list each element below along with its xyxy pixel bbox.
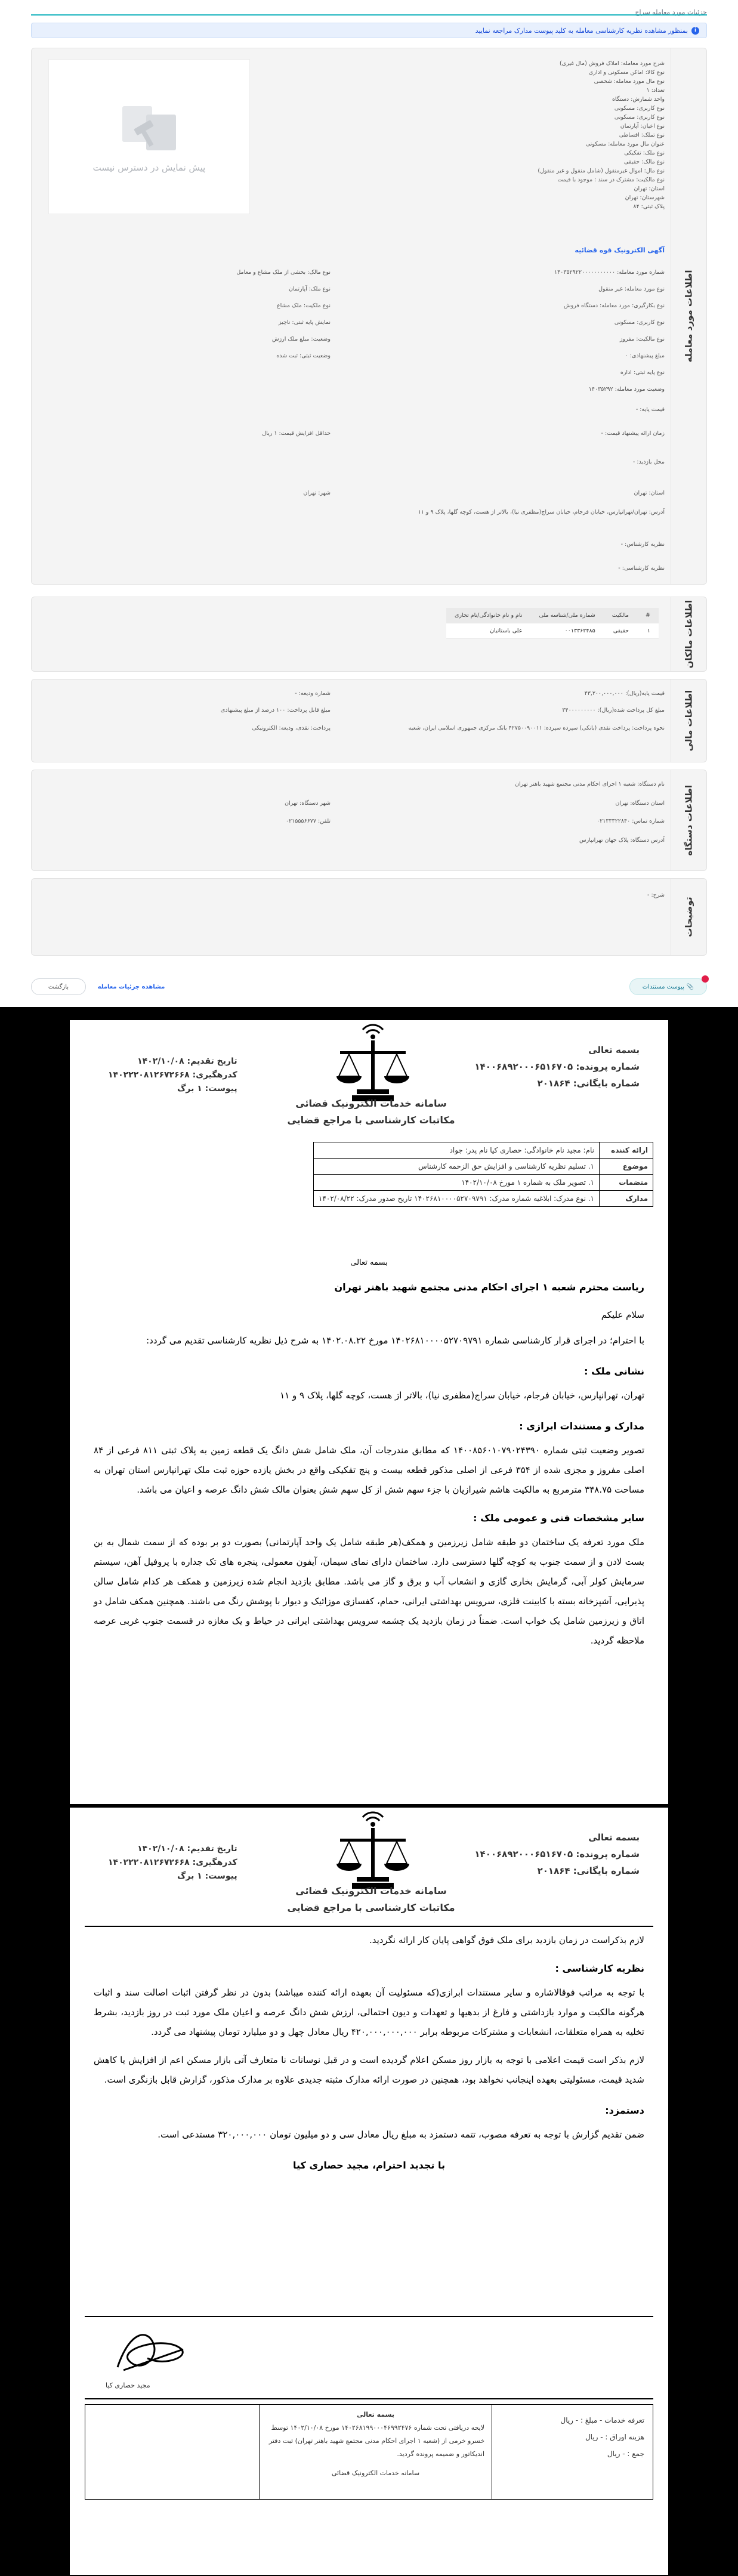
asset-mid-field: مبلغ پیشنهادی: ۰ bbox=[625, 353, 665, 359]
asset-mid-field-left: نوع ملک: آپارتمان bbox=[289, 286, 331, 292]
docs-text: تصویر وضعیت ثبتی شماره ۱۴۰۰۸۵۶۰۱۰۷۹۰۲۴۳۹۰ که مطابق مندرجات آن، ملک شامل شش دانگ یک قطعه زمین به پلاک ثبتی ۸۱۱ فرعی از ۸۴ اصلی مفروز و مجزی شده از ۳۵۴ فرعی از اصلی مذکور قطعه بیست و پنج تفکیکی واقع در بخش یازده حوزه ثبت ملک تهرانپارس استان تهران به مساحت ۳۴۸.۷۵ مترمربع به مالکیت هاشم شیرازیان با جزء سهم شش از کل سهم شش بعنوان مالک شش دانگ عرصه و اعیان می باشد. bbox=[94, 1445, 645, 1495]
asset-field: واحد شمارش: دستگاه bbox=[612, 96, 665, 103]
agency-field: شماره تماس: ۰۲۱۳۳۳۲۲۸۴۰ bbox=[597, 818, 665, 824]
agency-field: شهر دستگاه: تهران bbox=[285, 800, 331, 807]
min-increase: حداقل افزایش قیمت: ۱ ریال bbox=[262, 430, 331, 437]
divider-bar bbox=[0, 1007, 738, 1019]
doc-in-the-name: بسمه تعالی bbox=[588, 1045, 640, 1055]
asset-field: نوع ملک: تفکیکی bbox=[624, 150, 665, 156]
agency-content bbox=[40, 770, 665, 870]
owners-column-header: مالکیت bbox=[604, 608, 637, 623]
owners-body bbox=[446, 623, 659, 639]
fees-box bbox=[492, 2405, 653, 2499]
info-icon: i bbox=[691, 27, 699, 35]
doc-page-2-body bbox=[94, 1931, 644, 2175]
finance-panel bbox=[31, 679, 707, 762]
accent-rule bbox=[31, 14, 707, 16]
asset-field: تعداد: ۱ bbox=[646, 87, 665, 94]
asset-field: نوع مال مورد معامله: شخصی bbox=[594, 78, 665, 85]
doc2-in-the-name: بسمه تعالی bbox=[588, 1832, 640, 1843]
stamp-head: بسمه تعالی bbox=[357, 2411, 394, 2419]
intro-text: با احترام؛ در اجرای قرار کارشناسی شماره ۱۴۰۲۶۸۱۰۰۰۰۵۲۷۰۹۷۹۱ مورخ ۱۴۰۲.۰۸.۲۲ به شرح ذیل نظریه کارشناسی تقدیم می گردد: bbox=[146, 1335, 644, 1346]
asset-mid-field: نوع بکارگیری: مورد معامله: دستگاه فروش bbox=[563, 302, 665, 309]
owners-table bbox=[446, 608, 659, 639]
asset-panel bbox=[31, 48, 707, 585]
agency-field: تلفن: ۰۲۱۵۵۵۶۶۷۷ bbox=[285, 818, 331, 824]
attachments-value: ۱. تصویر ملک به شماره ۱ مورخ ۱۴۰۲/۱۰/۰۸ bbox=[313, 1175, 599, 1191]
finance-field: نحوه پرداخت: پرداخت نقدی (بانکی) سپرده سپرده: ۴۲۷۵۰۰۹۰۰۱۱ بانک مرکزی جمهوری اسلامی ایران، شعبه bbox=[408, 725, 665, 731]
doc2-header-right bbox=[474, 1829, 640, 1879]
asset-field: استان: تهران bbox=[634, 186, 665, 192]
transaction-details-page bbox=[0, 0, 738, 1007]
attachments-label: پیوست مستندات bbox=[642, 983, 684, 990]
asset-field: شرح مورد معامله: املاک فروش (مال غیری) bbox=[559, 60, 665, 67]
finance-content bbox=[40, 679, 665, 762]
asset-mid-field: شماره مورد معامله: ۱۴۰۳۵۲۹۲۲۰۰۰۰۰۰۰۰۰۰۰ bbox=[554, 269, 665, 276]
asset-field: نوع مالک: حقیقی bbox=[623, 159, 665, 165]
asset-mid-field-left: وضعیت: مبلغ ملک ارزش bbox=[272, 336, 331, 342]
notes-value: شرح: - bbox=[647, 892, 665, 898]
doc-case-number: شماره پرونده: ۱۴۰۰۶۸۹۲۰۰۰۶۵۱۶۷۰۵ bbox=[474, 1061, 640, 1072]
market-note: لازم بذکر است قیمت اعلامی با توجه به بازار روز مسکن اعلام گردیده است و در قبل نوسانات نا متعارف آتی بازار مسکن اعم از افزایش یا کاهش شدید قیمت، مسئولیتی بعهده اینجانب نخواهد بود، همچنین در صورت ارائه مدارک مثبته جدیدی علاوه بر مدارک مذکور، گزارش قابل بازنگری است. bbox=[94, 2055, 644, 2085]
fee-line: هزینه اوراق : - ریال bbox=[585, 2433, 644, 2441]
stamp-blank bbox=[85, 2405, 259, 2499]
doc-header-right bbox=[474, 1042, 640, 1092]
doc2-rule bbox=[85, 1926, 653, 1927]
documents-value: ۱. نوع مدرک: ابلاغیه شماره مدرک: ۱۴۰۲۶۸۱۰۰۰۰۵۲۷۰۹۷۹۱ تاریخ صدور مدرک: ۱۴۰۲/۰۸/۲۲ bbox=[313, 1191, 599, 1207]
signer-name: مجید حصاری کیا bbox=[106, 2382, 150, 2389]
finance-field: قیمت پایه(ریال): ۴۳,۲۰۰,۰۰۰,۰۰۰ bbox=[584, 690, 665, 697]
notification-badge bbox=[702, 975, 709, 983]
doc2-org-title bbox=[267, 1883, 475, 1916]
fees-stamp-box bbox=[85, 2404, 653, 2500]
description: نظریه کارشناسی: - bbox=[618, 565, 665, 572]
asset-field: نوع مال: اموال غیرمنقول (شامل منقول و غیر منقول) bbox=[538, 168, 665, 174]
owners-column-header: # bbox=[637, 608, 659, 623]
back-label: بازگشت bbox=[48, 983, 69, 990]
subject-value: ۱. تسلیم نظریه کارشناسی و افزایش حق الزحمه کارشناس bbox=[313, 1159, 599, 1175]
agency-field: استان دستگاه: تهران bbox=[615, 800, 665, 807]
asset-field: نوع مالکیت: مشترک در سند : موجود با قیمت bbox=[557, 177, 665, 183]
doc2-pages: پیوست: ۱ برگ bbox=[177, 1871, 237, 1881]
agency-section-label: اطلاعات دستگاه bbox=[671, 770, 706, 870]
opinion-heading: نظریه کارشناسی : bbox=[555, 1963, 644, 1974]
subject-header: موضوع bbox=[600, 1159, 653, 1175]
addressee: ریاست محترم شعبه ۱ اجرای احکام مدنی مجتمع شهید باهنر تهران bbox=[334, 1281, 644, 1293]
doc-tracking-code: کدرهگیری: ۱۴۰۲۲۲۰۸۱۲۶۷۲۶۶۸ bbox=[108, 1070, 237, 1080]
finance-field: شماره ودیعه: - bbox=[295, 690, 331, 697]
owners-header-row bbox=[446, 608, 659, 623]
paperclip-icon: 📎 bbox=[686, 983, 694, 990]
finance-field: پرداخت: نقدی، ودیعه: الکترونیکی bbox=[252, 725, 331, 731]
asset-mid-field: نوع پایه ثبتی: اداره bbox=[620, 369, 665, 376]
doc2-submit-date: تاریخ تقدیم: ۱۴۰۲/۱۰/۰۸ bbox=[137, 1844, 237, 1854]
doc2-archive-number: شماره بایگانی: ۲۰۱۸۶۴ bbox=[537, 1865, 640, 1876]
document-page-1 bbox=[69, 1019, 669, 1805]
owners-section-label: اطلاعات مالکان bbox=[671, 597, 706, 671]
back-button[interactable] bbox=[31, 978, 86, 995]
breadcrumb: جزئیات مورد معامله سراج bbox=[635, 8, 707, 16]
asset-field: نوع کالا: اماکن مسکونی و اداری bbox=[588, 69, 665, 76]
fee-line: جمع : - ریال bbox=[607, 2450, 644, 2458]
doc2-rule-3 bbox=[85, 2398, 653, 2399]
doc-archive-number: شماره بایگانی: ۲۰۱۸۶۴ bbox=[537, 1078, 640, 1089]
doc2-rule-2 bbox=[85, 2316, 653, 2317]
table-cell: ۰۰۱۳۳۶۲۴۸۵ bbox=[530, 623, 603, 639]
regards: با تجدید احترام، مجید حصاری کیا bbox=[293, 2160, 445, 2171]
finance-field: مبلغ کل پرداخت شده(ریال): ۳۴۰۰۰۰۰۰۰۰۰ bbox=[562, 707, 665, 714]
asset-field: نوع کاربری: مسکونی bbox=[614, 105, 665, 112]
gavel-icon bbox=[116, 100, 182, 154]
owners-column-header: شماره ملی/شناسه ملی bbox=[530, 608, 603, 623]
asset-mid-field: وضعیت مورد معامله: ۱۴۰۳۵۲۹۲ bbox=[588, 386, 665, 393]
agency-panel bbox=[31, 770, 707, 871]
asset-mid-field-left: نوع ملکیت: ملک مشاع bbox=[276, 302, 331, 309]
doc2-org-1: سامانه خدمات الکترونیک قضائی bbox=[295, 1885, 447, 1897]
asset-field: پلاک ثبتی: ۸۴ bbox=[633, 203, 665, 210]
documents-header: مدارک bbox=[600, 1191, 653, 1207]
address-heading: نشانی ملک : bbox=[584, 1366, 644, 1377]
asset-mid-field: نوع کاربری: مسکونی bbox=[614, 319, 665, 326]
province: استان: تهران bbox=[634, 490, 665, 496]
asset-field: نوع تملک: اقساطی bbox=[619, 132, 665, 138]
agency-field: نام دستگاه: شعبه ۱ اجرای احکام مدنی مجتمع شهید باهنر تهران bbox=[515, 781, 665, 787]
salutation: سلام علیکم bbox=[601, 1309, 644, 1320]
notes-panel bbox=[31, 878, 707, 956]
doc2-tracking-code: کدرهگیری: ۱۴۰۲۲۲۰۸۱۲۶۷۲۶۶۸ bbox=[108, 1858, 237, 1867]
doc-org-title bbox=[267, 1095, 475, 1129]
notes-section-label: توضیحات bbox=[671, 879, 706, 955]
spec-heading: سایر مشخصات فنی و عمومی ملک : bbox=[473, 1512, 644, 1524]
attachments-header: منضمات bbox=[600, 1175, 653, 1191]
expert-opinion: نظریه کارشناس: - bbox=[620, 541, 665, 548]
asset-mid-field: نوع مورد معامله: غیر منقول bbox=[598, 286, 665, 292]
address-text: تهران، تهرانپارس، خیابان فرجام، خیابان سراج(مظفری نیا)، بالاتر از هست، کوچه گلها، پلاک ۹ و ۱۱ bbox=[280, 1390, 644, 1401]
fee-text: ضمن تقدیم گزارش با توجه به تعرفه مصوب، تتمه دستمزد به مبلغ ریال معادل سی و دو میلیون تومان ۳۲۰,۰۰۰,۰۰۰ مستدعی است. bbox=[158, 2129, 644, 2140]
fee-line: تعرفه خدمات - مبلغ : - ریال bbox=[560, 2416, 644, 2424]
presenter-value: نام: مجید نام خانوادگی: حصاری کیا نام پدر: جواد bbox=[313, 1142, 599, 1159]
presenter-header: ارائه کننده bbox=[600, 1142, 653, 1159]
address: آدرس: تهران/تهرانپارس، خیابان فرجام، خیابان سراج(مظفری نیا)، بالاتر از هست، کوچه گلها، پلاک ۹ و ۱۱ bbox=[418, 509, 665, 515]
asset-mid-field-left: نوع مالک: بخشی از ملک مشاع و معامل bbox=[236, 269, 331, 276]
doc-org-1: سامانه خدمات الکترونیک قضائی bbox=[295, 1098, 447, 1109]
stamp-foot: سامانه خدمات الکترونیک قضائی bbox=[331, 2469, 420, 2477]
document-page-2 bbox=[69, 1806, 669, 2576]
opinion-text: با توجه به مراتب فوقالاشاره و سایر مستندات ابرازی(که مسئولیت آن بعهده ارائه کننده میباشد) بدون در نظر گرفتن اثبات اصالت سند و اثبات هرگونه مالکیت و موارد بازداشتی و فارغ از بدهیها و تعهدات و دیون احتمالی، ارزش شش دانگ عرصه و اعیان ملک مورد ثبت در روز بازدید، بشرط تخلیه به همراه متعلقات، انشعابات و مشترکات مربوطه برابر ۴۲۰,۰۰۰,۰۰۰,۰۰۰ ریال معادل چهل و دو میلیارد تومان پیشنهاد می گردد. bbox=[94, 1987, 644, 2037]
fee-heading: دستمزد: bbox=[605, 2105, 644, 2116]
asset-content bbox=[40, 48, 665, 584]
table-cell: علی باستانیان bbox=[446, 623, 530, 639]
greet-head: بسمه تعالی bbox=[350, 1258, 388, 1267]
docs-heading: مدارک و مستندات ابرازی : bbox=[519, 1420, 644, 1432]
asset-field: نوع کاربری: مسکونی bbox=[614, 114, 665, 121]
owners-panel bbox=[31, 597, 707, 672]
doc2-org-2: مکاتبات کارشناسی با مراجع قضایی bbox=[287, 1902, 455, 1913]
city: شهر: تهران bbox=[303, 490, 331, 496]
visit-location: محل بازدید: - bbox=[632, 459, 665, 465]
doc-submit-date: تاریخ تقدیم: ۱۴۰۲/۱۰/۰۸ bbox=[137, 1057, 237, 1066]
info-alert bbox=[31, 23, 707, 38]
owners-content bbox=[40, 597, 665, 671]
asset-mid-field-left: وضعیت ثبتی: ثبت شده bbox=[276, 353, 331, 359]
doc-org-2: مکاتبات کارشناسی با مراجع قضایی bbox=[287, 1114, 455, 1126]
asset-mid-field: نوع مالکیت: مفروز bbox=[619, 336, 665, 342]
attachments-button[interactable] bbox=[629, 978, 707, 995]
owners-column-header: نام و نام خانوادگی/نام تجاری bbox=[446, 608, 530, 623]
stamp-box bbox=[259, 2405, 492, 2499]
no-completion-note: لازم بذکراست در زمان بازدید برای ملک فوق گواهی پایان کار ارائه نگردید. bbox=[369, 1935, 644, 1945]
doc2-case-number: شماره پرونده: ۱۴۰۰۶۸۹۲۰۰۰۶۵۱۶۷۰۵ bbox=[474, 1849, 640, 1860]
finance-field: مبلغ قابل پرداخت: ۱۰۰ درصد از مبلغ پیشنهادی bbox=[220, 707, 331, 714]
table-cell: ۱ bbox=[637, 623, 659, 639]
doc2-header-left bbox=[108, 1842, 237, 1883]
asset-field: شهرستان: تهران bbox=[625, 194, 665, 201]
title-link[interactable]: آگهی الکترونیک قوه قضائیه bbox=[575, 246, 665, 254]
asset-mid-field-left: نمایش پایه ثبتی: ناچیز bbox=[278, 319, 331, 326]
signature-icon bbox=[106, 2325, 195, 2379]
doc-page-1-body bbox=[94, 1253, 644, 1651]
price-line: قیمت پایه: - bbox=[635, 406, 665, 413]
table-cell: حقیقی bbox=[604, 623, 637, 639]
doc-pages: پیوست: ۱ برگ bbox=[177, 1084, 237, 1094]
asset-field: عنوان مال مورد معامله: مسکونی bbox=[585, 141, 665, 147]
asset-field: نوع اعیان: آپارتمان bbox=[620, 123, 665, 129]
view-details-label: مشاهده جزئیات معامله bbox=[97, 983, 165, 990]
stamp-body: لایحه دریافتی تحت شماره ۱۴۰۲۶۸۱۹۹۰۰۰۴۶۹۹۲۴۷۶ مورخ ۱۴۰۲/۱۰/۰۸ توسط خسرو خرمی از (شعبه ۱ اجرای احکام مدنی مجتمع شهید باهنر تهران) ثبت دفتر اندیکاتور و ضمیمه پرونده گردید. bbox=[268, 2424, 484, 2458]
finance-section-label: اطلاعات مالی bbox=[671, 679, 706, 762]
notes-content bbox=[40, 879, 665, 955]
doc-info-table bbox=[313, 1142, 653, 1207]
table-row bbox=[446, 623, 659, 639]
image-placeholder bbox=[48, 59, 250, 214]
alert-text: بمنظور مشاهده نظریه کارشناسی معامله به کلید پیوست مدارک مراجعه نمایید bbox=[475, 26, 688, 35]
doc-header-left bbox=[108, 1055, 237, 1096]
asset-section-label: اطلاعات مورد معامله bbox=[671, 48, 706, 584]
price-time: زمان ارائه پیشنهاد قیمت: - bbox=[601, 430, 665, 437]
view-details-link[interactable] bbox=[95, 978, 167, 995]
spec-text: ملک مورد تعرفه یک ساختمان دو طبقه شامل زیرزمین و همکف(هر طبقه شامل یک واحد آپارتمانی) بصورت دو بر بوده که از سمت شمال به بن بست لادن و از سمت جنوب به کوچه گلها دسترسی دارد. ساختمان دارای نمای سیمان، آیفون معمولی، پنجره های تک جداره با پروفیل آهن، سیستم سرمایش کولر آبی، گرمایش بخاری گازی و انشعاب آب و برق و گاز می باشد. مطابق بازدید انجام شده زیرزمین و همکف هر کدام شامل سالن پذیرایی، آشپزخانه بسته با کابینت فلزی، سرویس بهداشتی ایرانی، حمام، کفسازی موزائیک و دیوار با پوشش رنگ می باشند. همچنین همکف شامل دو اتاق و زیرزمین شامل یک خواب است. ضمناً در زمان بازدید یک چشمه سرویس بهداشتی ایرانی در حیاط و یک مغازه در قسمت جنوب غربی عرصه ملاحظه گردید. bbox=[94, 1537, 644, 1646]
image-caption: پیش نمایش در دسترس نیست bbox=[92, 162, 206, 173]
agency-field: آدرس دستگاه: پلاک جهان تهرانپارس bbox=[579, 837, 665, 844]
document-viewer bbox=[0, 1019, 738, 2576]
